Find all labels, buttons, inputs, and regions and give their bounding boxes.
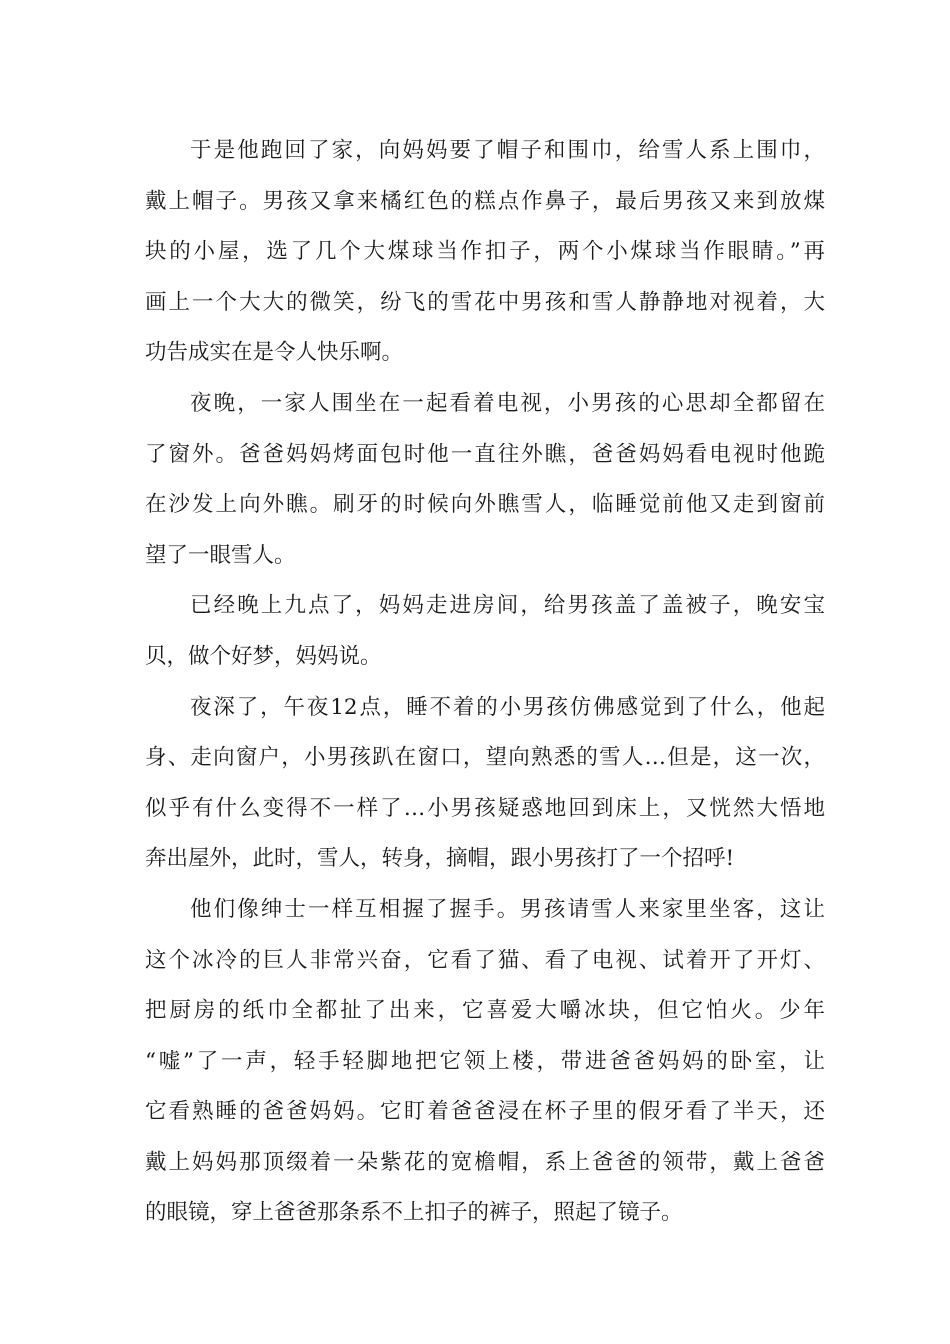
paragraph	[145, 379, 825, 581]
text-line: 块的小屋，选了几个大煤球当作扣子，两个小煤球当作眼睛。”再	[145, 239, 825, 265]
text-line: 贝，做个好梦，妈妈说。	[145, 643, 382, 669]
text-line: 已经晚上九点了，妈妈走进房间，给男孩盖了盖被子，晚安宝	[190, 593, 825, 619]
text-line: 夜晚，一家人围坐在一起看着电视，小男孩的心思却全都留在	[190, 390, 825, 416]
text-line: 身、走向窗户，小男孩趴在窗口，望向熟悉的雪人…但是，这一次，	[145, 745, 825, 771]
text-line: 望了一眼雪人。	[145, 542, 296, 568]
text-line: 似乎有什么变得不一样了…小男孩疑惑地回到床上，又恍然大悟地	[145, 795, 825, 821]
paragraph	[145, 885, 825, 1239]
text-line: 这个冰冷的巨人非常兴奋，它看了猫、看了电视、试着开了开灯、	[145, 947, 825, 973]
text-line: 了窗外。爸爸妈妈烤面包时他一直往外瞧，爸爸妈妈看电视时他跪	[145, 441, 825, 467]
text-line: 的眼镜，穿上爸爸那条系不上扣子的裤子，照起了镜子。	[145, 1200, 683, 1226]
paragraph	[145, 581, 825, 682]
text-line: 于是他跑回了家，向妈妈要了帽子和围巾，给雪人系上围巾，	[190, 138, 825, 163]
text-line: 夜深了，午夜12点，睡不着的小男孩仿佛感觉到了什么，他起	[190, 694, 825, 720]
text-line: “嘘”了一声，轻手轻脚地把它领上楼，带进爸爸妈妈的卧室，让	[145, 1048, 825, 1074]
text-line: 戴上帽子。男孩又拿来橘红色的糕点作鼻子，最后男孩又来到放煤	[145, 188, 825, 214]
text-line: 画上一个大大的微笑，纷飞的雪花中男孩和雪人静静地对视着，大	[145, 289, 825, 315]
text-line: 他们像绅士一样互相握了握手。男孩请雪人来家里坐客，这让	[190, 896, 825, 922]
document-body	[145, 126, 825, 1239]
text-line: 戴上妈妈那顶缀着一朵紫花的宽檐帽，系上爸爸的领带，戴上爸爸	[145, 1149, 825, 1175]
text-line: 把厨房的纸巾全都扯了出来，它喜爱大嚼冰块，但它怕火。少年	[145, 998, 825, 1024]
text-line: 功告成实在是令人快乐啊。	[145, 340, 404, 366]
text-line: 在沙发上向外瞧。刷牙的时候向外瞧雪人，临睡觉前他又走到窗前	[145, 492, 825, 518]
text-line: 它看熟睡的爸爸妈妈。它盯着爸爸浸在杯子里的假牙看了半天，还	[145, 1099, 825, 1125]
paragraph	[145, 126, 825, 379]
paragraph	[145, 683, 825, 885]
text-line: 奔出屋外，此时，雪人，转身，摘帽，跟小男孩打了一个招呼!	[145, 846, 735, 872]
